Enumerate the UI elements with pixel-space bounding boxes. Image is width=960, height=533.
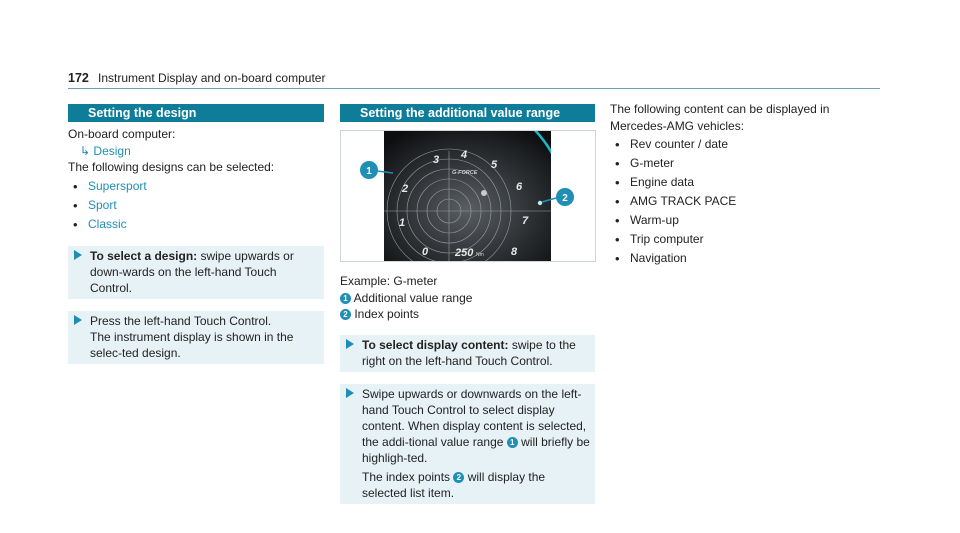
content-item: • Warm-up	[610, 211, 880, 230]
section-heading-value-range: Setting the additional value range	[340, 104, 595, 122]
content-item: • G-meter	[610, 154, 880, 173]
gauge-number-8: 8	[511, 246, 518, 258]
torque-unit: Nm	[476, 252, 484, 258]
step-arrow-icon	[346, 339, 354, 349]
gauge-number-3: 3	[433, 154, 440, 166]
gauge-number-7: 7	[522, 215, 529, 227]
gauge-number-1: 1	[399, 217, 406, 229]
design-item-sport: • Sport	[68, 196, 324, 215]
step-text: swipe upwards or down-wards on the left-hand Touch Control.	[90, 248, 294, 295]
content-item: • Engine data	[610, 173, 880, 192]
step-press-touch-control	[68, 311, 324, 364]
legend-number: 1	[340, 293, 351, 304]
step-bold-label: To select display content:	[362, 337, 509, 352]
torque-value: 250	[455, 247, 474, 259]
legend-text: Index points	[354, 307, 420, 321]
inline-number: 1	[507, 437, 518, 448]
gmeter-dot	[481, 190, 487, 196]
step-arrow-icon	[74, 315, 82, 325]
step-arrow-icon	[74, 250, 82, 260]
content-item: • AMG TRACK PACE	[610, 192, 880, 211]
page-header-title: Instrument Display and on-board computer	[98, 71, 326, 85]
column-design	[68, 104, 324, 364]
gauge-number-6: 6	[516, 181, 523, 193]
design-item-supersport: • Supersport	[68, 177, 324, 196]
menu-path-arrow-icon: ↳	[80, 143, 91, 158]
amg-content-intro: The following content can be displayed in Mercedes-AMG vehicles:	[610, 102, 830, 133]
step-bold-label: To select a design:	[90, 248, 198, 263]
step-text-line2: The instrument display is shown in the selec-ted design.	[90, 329, 294, 360]
gforce-label: G-FORCE	[452, 170, 478, 176]
legend-number: 2	[340, 309, 351, 320]
menu-path-design: Design	[93, 143, 131, 158]
column-value-range	[340, 104, 595, 504]
amg-content-list	[610, 135, 880, 268]
design-list	[68, 177, 324, 234]
step-select-design	[68, 246, 324, 299]
figure-caption: Example: G-meter	[340, 274, 438, 288]
step-arrow-icon	[346, 388, 354, 398]
gauge-number-5: 5	[491, 159, 498, 171]
gauge-number-4: 4	[461, 149, 468, 161]
gmeter-figure	[340, 130, 596, 262]
step-text-c: The index points	[362, 469, 454, 484]
display-screen	[384, 131, 551, 261]
inline-number: 2	[453, 472, 464, 483]
step-select-display-content	[340, 335, 595, 372]
step-text-line1: Press the left-hand Touch Control.	[90, 313, 272, 328]
design-item-classic: • Classic	[68, 215, 324, 234]
gauge-number-2: 2	[402, 183, 409, 195]
step-swipe-touch-control	[340, 384, 595, 504]
designs-intro: The following designs can be selected:	[68, 160, 275, 174]
section-heading-design: Setting the design	[68, 104, 324, 122]
legend-text: Additional value range	[353, 290, 473, 305]
step-text-b: will briefly be highligh-ted.	[362, 434, 590, 465]
callout-1-label: 1	[366, 166, 372, 177]
content-item: • Trip computer	[610, 230, 880, 249]
content-item: • Navigation	[610, 249, 880, 268]
page-number: 172	[68, 71, 89, 85]
index-point	[538, 201, 542, 205]
header-rule	[68, 88, 880, 89]
column-amg-content	[610, 101, 880, 268]
menu-path-intro: On-board computer:	[68, 127, 176, 141]
gmeter-illustration	[341, 131, 595, 261]
gauge-number-0: 0	[422, 246, 429, 258]
content-item: • Rev counter / date	[610, 135, 880, 154]
step-text-d: will display the selected list item.	[362, 469, 546, 500]
step-text: swipe to the right on the left-hand Touch Control.	[362, 337, 576, 368]
step-text-a: Swipe upwards or downwards on the left-hand Touch Control to select display content. When display content is selected, the addi-tional value range	[362, 386, 587, 449]
callout-2-label: 2	[562, 193, 568, 204]
